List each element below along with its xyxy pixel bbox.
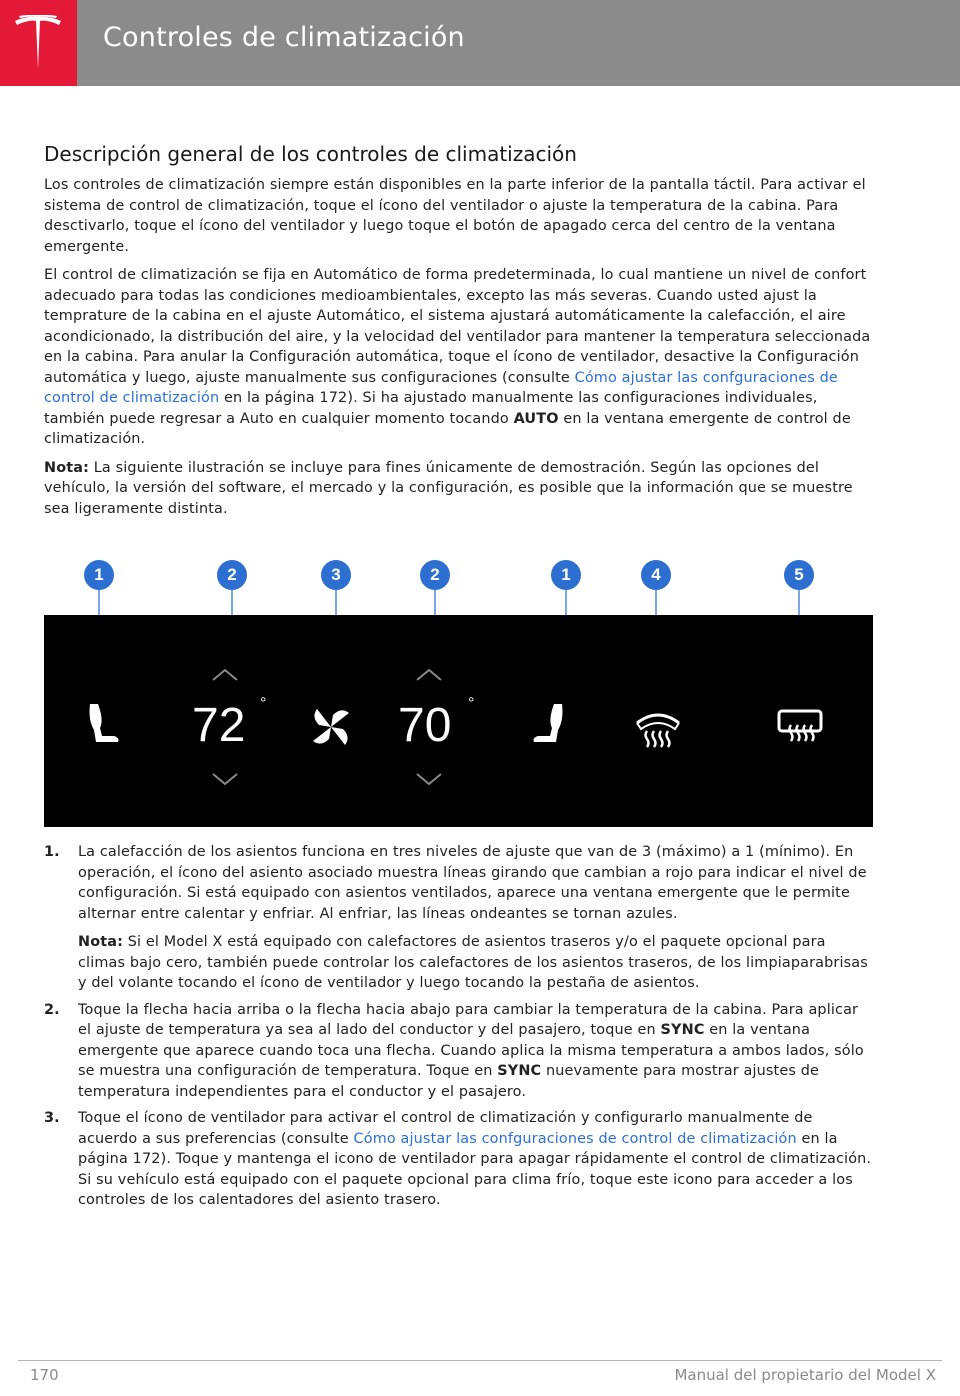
- auto-keyword: AUTO: [513, 410, 559, 427]
- rear-defrost-icon[interactable]: [775, 707, 825, 749]
- list-item-number: 3.: [44, 1110, 60, 1126]
- paragraph-auto: [44, 265, 874, 450]
- fan-icon[interactable]: [307, 703, 355, 751]
- note-label: Nota:: [44, 459, 90, 476]
- list-item: [44, 1108, 874, 1211]
- tesla-logo: [0, 0, 77, 86]
- list-item-text-a: Toque la flecha hacia arriba o la flecha hacia abajo para cambiar la temperatura de la cabina. Para aplicar el ajuste de temperatura ya sea al lado del conductor y del pasajero, toque en: [78, 1001, 859, 1038]
- list-item: [44, 1000, 874, 1103]
- climate-bar: [44, 615, 873, 827]
- list-item-text-a: Toque el ícono de ventilador para activar el control de climatización y configurarlo manualmente de acuerdo a sus preferencias (consulte: [78, 1110, 813, 1147]
- passenger-temp-degree: °: [468, 695, 475, 712]
- driver-temp-value: 72: [192, 699, 246, 752]
- callout-descriptions: [44, 842, 874, 1217]
- climate-controls-figure: [44, 560, 873, 828]
- seat-heater-right-icon[interactable]: [528, 700, 568, 750]
- callout-3-fan: 3: [321, 560, 351, 590]
- passenger-temp-up-icon[interactable]: [415, 667, 443, 683]
- footer-divider: [18, 1360, 942, 1361]
- callout-2-temp-passenger: 2: [420, 560, 450, 590]
- note-text: Si el Model X está equipado con calefactores de asientos traseros y/o el paquete opcional para climas bajo cero, también puede controlar los calefactores de los asientos traseros, de los limpiaparabrisas y del volante tocando el ícono de ventilador y luego tocando la pestaña de asientos.: [78, 934, 868, 991]
- list-item-text-c: nuevamente para mostrar ajustes de temperatura independientes para el conductor y el pasajero.: [78, 1063, 819, 1100]
- seat-heater-left-icon[interactable]: [84, 700, 124, 750]
- sync-keyword: SYNC: [660, 1022, 705, 1038]
- intro-section: [44, 142, 874, 527]
- note-text: La siguiente ilustración se incluye para fines únicamente de demostración. Según las opciones del vehículo, la versión del software, el mercado y la configuración, es posible que la información que se muestre sea ligeramente distinta.: [44, 459, 853, 517]
- list-item-text-b: en la ventana emergente que aparece cuando toca una flecha. Cuando aplica la misma temperatura a ambos lados, sólo se muestra una configuración de temperatura. Toque en: [78, 1022, 864, 1079]
- front-defrost-icon[interactable]: [633, 707, 683, 749]
- list-item-number: 1.: [44, 844, 60, 860]
- paragraph-auto-text-a: El control de climatización se fija en Automático de forma predeterminada, lo cual mantiene un nivel de confort adecuado para todas las condiciones medioambientales, excepto las más severas. Cuando usted ajust la temprature de la cabina en el ajuste Automático, el sistema ajustará automáticamente la calefacción, el aire acondicionado, la distribución del aire, y la velocidad del ventilador para mantener la temperatura seleccionada en la cabina. Para anular la Configuración automática, toque el ícono de ventilador, desactive la Configuración automática y luego, ajuste manualmente sus configuraciones (consulte: [44, 267, 871, 386]
- page-header: [0, 0, 960, 86]
- climate-settings-link[interactable]: Cómo ajustar las confguraciones de control de climatización: [44, 369, 838, 406]
- note-paragraph: [44, 458, 874, 520]
- list-item-text: La calefacción de los asientos funciona en tres niveles de ajuste que van de 3 (máximo) a 1 (mínimo). En operación, el ícono del asiento asociado muestra líneas girando que cambian a rojo para indicar el nivel de configuración. Si está equipado con asientos ventilados, aparece una ventana emergente que le permite alternar entre calentar y enfriar. Al enfriar, las líneas ondeantes se tornan azules.: [78, 844, 867, 922]
- passenger-temp-value: 70: [398, 699, 452, 752]
- callout-1-seat-right: 1: [551, 560, 581, 590]
- callout-4-front-defrost: 4: [641, 560, 671, 590]
- sync-keyword: SYNC: [497, 1063, 542, 1079]
- footer-manual-title: Manual del propietario del Model X: [674, 1366, 936, 1384]
- list-item-text-b: en la página 172). Toque y mantenga el icono de ventilador para apagar rápidamente el control de climatización. Si su vehículo está equipado con el paquete opcional para clima frío, toque este icono para acceder a los controles de los calentadores del asiento trasero.: [78, 1130, 872, 1208]
- section-heading: Descripción general de los controles de climatización: [44, 142, 577, 166]
- callout-5-rear-defrost: 5: [784, 560, 814, 590]
- page-title: Controles de climatización: [103, 22, 465, 53]
- paragraph-auto-text-c: en la ventana emergente de control de climatización.: [44, 410, 851, 447]
- paragraph-intro: Los controles de climatización siempre están disponibles en la parte inferior de la pantalla táctil. Para activar el sistema de control de climatización, toque el ícono del ventilador o ajuste la temperatura de la cabina. Para desctivarlo, toque el ícono del ventilador y luego toque el botón de apagado cerca del centro de la ventana emergente.: [44, 177, 866, 255]
- tesla-t-icon: [13, 15, 63, 71]
- driver-temp-down-icon[interactable]: [211, 771, 239, 787]
- climate-settings-link[interactable]: Cómo ajustar las confguraciones de control de climatización: [353, 1130, 797, 1147]
- callout-2-temp-driver: 2: [217, 560, 247, 590]
- item1-note: [78, 932, 874, 994]
- page-number: 170: [30, 1366, 59, 1384]
- list-item: [44, 842, 874, 994]
- paragraph-auto-text-b: en la página 172). Si ha ajustado manualmente las configuraciones individuales, también puede regresar a Auto en cualquier momento tocando: [44, 390, 818, 427]
- note-label: Nota:: [78, 934, 124, 950]
- passenger-temp-down-icon[interactable]: [415, 771, 443, 787]
- list-item-number: 2.: [44, 1001, 60, 1018]
- callout-1-seat-left: 1: [84, 560, 114, 590]
- driver-temp-degree: °: [260, 695, 267, 712]
- driver-temp-up-icon[interactable]: [211, 667, 239, 683]
